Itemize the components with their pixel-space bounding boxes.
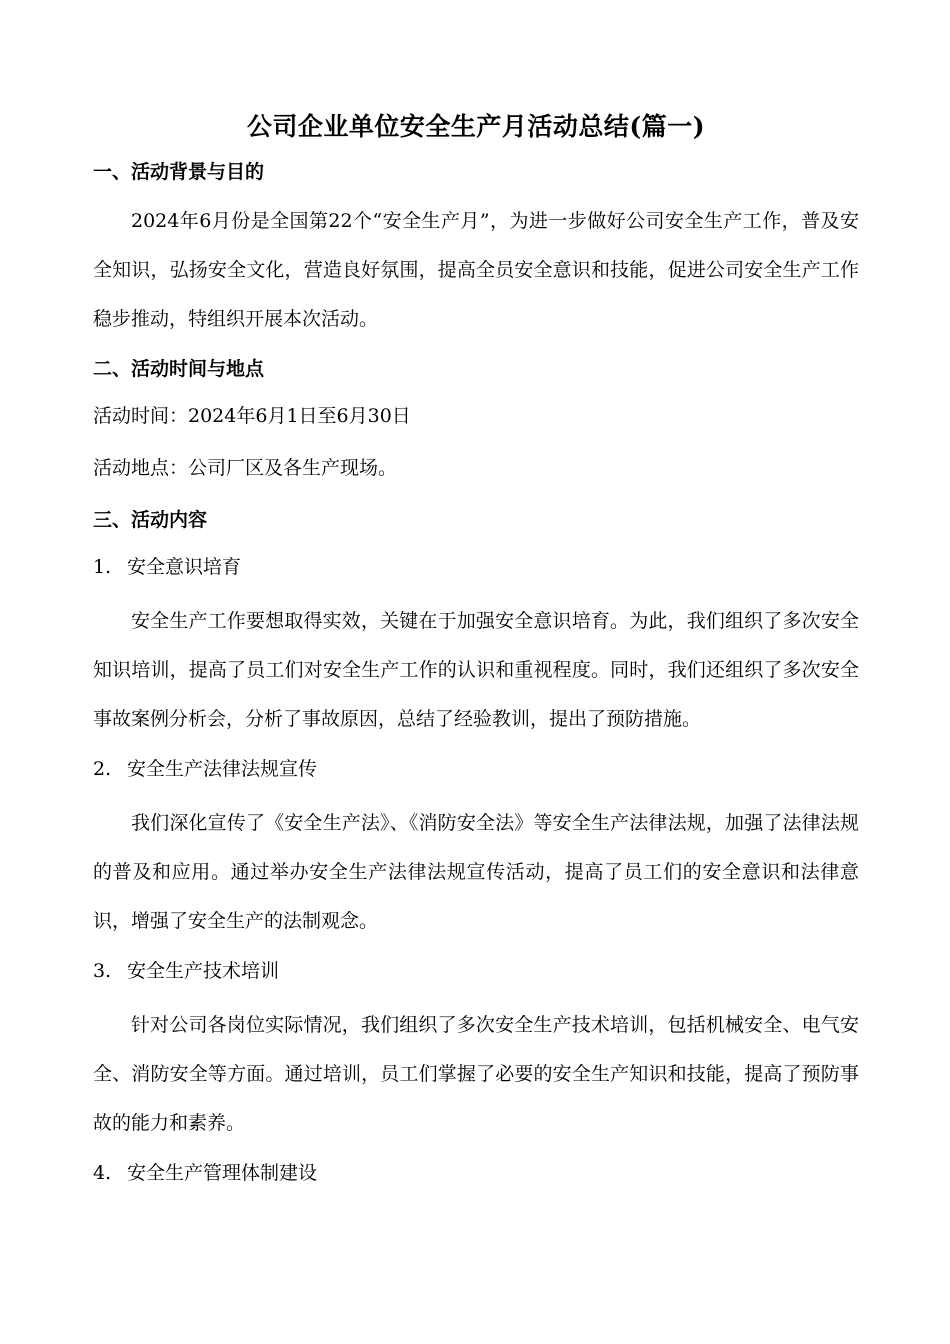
subsection-paragraph-1: 安全生产工作要想取得实效，关键在于加强安全意识培育。为此，我们组织了多次安全知识培训，提高了员工们对安全生产工作的认识和重视程度。同时，我们还组织了多次安全事故案例分析会，分析了事故原因，总结了经验教训，提出了预防措施。 <box>93 610 859 730</box>
subsection-number: 1. <box>93 556 112 578</box>
subsection-title-text: 安全生产管理体制建设 <box>127 1162 318 1184</box>
subsection-paragraph-2: 我们深化宣传了《安全生产法》、《消防安全法》等安全生产法律法规，加强了法律法规的普及和应用。通过举办安全生产法律法规宣传活动，提高了员工们的安全意识和法律意识，增强了安全生产的法制观念。 <box>93 812 859 932</box>
section-heading-content: 三、活动内容 <box>93 509 208 531</box>
subsection-title-4 <box>93 1159 859 1187</box>
document-title: 公司企业单位安全生产月活动总结(篇一) <box>246 112 706 141</box>
subsection-title-3 <box>93 957 859 985</box>
subsection-number: 4. <box>93 1162 112 1184</box>
subsection-title-text: 安全意识培育 <box>127 556 242 578</box>
activity-time-line: 活动时间：2024年6月1日至6月30日 <box>93 405 411 427</box>
activity-place-line: 活动地点：公司厂区及各生产现场。 <box>93 457 398 479</box>
subsection-title-text: 安全生产技术培训 <box>127 960 280 982</box>
section-heading-time-place: 二、活动时间与地点 <box>93 358 265 380</box>
subsection-number: 3. <box>93 960 112 982</box>
subsection-title-2 <box>93 755 859 783</box>
section-heading-background: 一、活动背景与目的 <box>93 161 265 183</box>
document-page <box>93 108 859 1211</box>
section-paragraph-background: 2024年6月份是全国第22个“安全生产月”，为进一步做好公司安全生产工作，普及安全知识，弘扬安全文化，营造良好氛围，提高全员安全意识和技能，促进公司安全生产工作稳步推动，特组织开展本次活动。 <box>93 210 859 330</box>
subsection-number: 2. <box>93 758 112 780</box>
subsection-paragraph-3: 针对公司各岗位实际情况，我们组织了多次安全生产技术培训，包括机械安全、电气安全、消防安全等方面。通过培训，员工们掌握了必要的安全生产知识和技能，提高了预防事故的能力和素养。 <box>93 1014 859 1134</box>
subsection-title-1 <box>93 553 859 581</box>
subsection-title-text: 安全生产法律法规宣传 <box>127 758 318 780</box>
